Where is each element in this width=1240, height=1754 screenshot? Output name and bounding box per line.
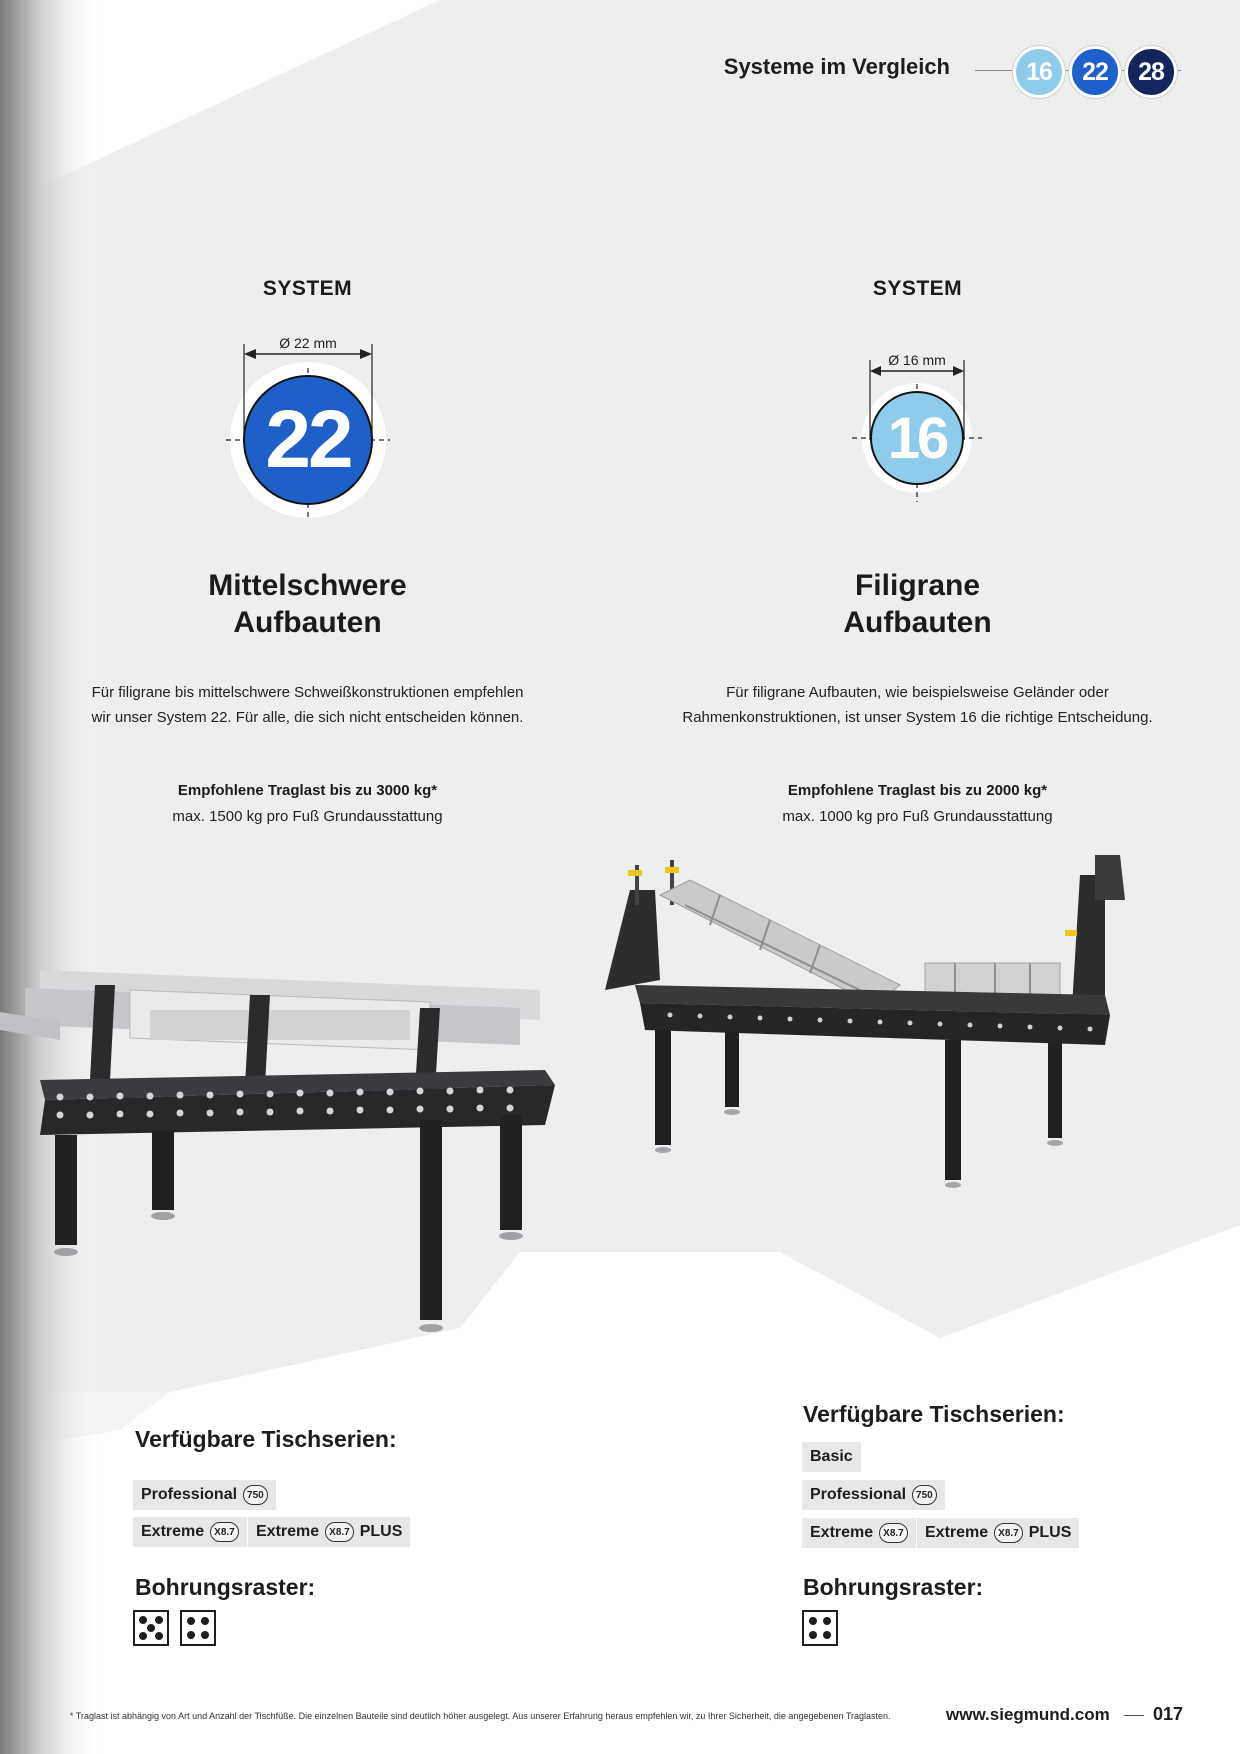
series-chip-basic [802, 1442, 861, 1472]
left-bore-grid-icons [133, 1610, 223, 1650]
system-22-heading-line1: Mittelschwere [208, 569, 407, 602]
system-16-load-per-foot: max. 1000 kg pro Fuß Grundausstattung [782, 808, 1053, 825]
series-badge: 750 [243, 1485, 268, 1505]
bore-grid-square-icon [802, 1610, 838, 1646]
system-22-heading-line2: Aufbauten [233, 606, 382, 639]
system-22-load-capacity: Empfohlene Traglast bis zu 3000 kg* [177, 782, 438, 799]
system-16-description-line1: Für filigrane Aufbauten, wie beispielsweise Geländer oder [726, 684, 1109, 701]
system-16-badge: 16 [1013, 46, 1065, 98]
system-22-description-line1: Für filigrane bis mittelschwere Schweißkonstruktionen empfehlen [91, 684, 524, 701]
series-chip-extreme-plus [917, 1518, 1079, 1548]
left-bore-grid-heading: Bohrungsraster: [135, 1574, 316, 1600]
system-22-number: 22 [265, 394, 351, 485]
bore-grid-square-icon [180, 1610, 216, 1646]
system-28-badge: 28 [1125, 46, 1177, 98]
right-table-series-heading: Verfügbare Tischserien: [803, 1401, 1065, 1427]
welding-table-system-22-image [0, 950, 600, 1370]
series-badge: X8.7 [994, 1523, 1023, 1543]
system-16-heading-line2: Aufbauten [843, 606, 992, 639]
system-16-heading-line1: Filigrane [854, 569, 981, 602]
series-suffix: PLUS [1028, 1524, 1072, 1541]
footer-divider [1124, 1715, 1144, 1716]
system-16-load-capacity: Empfohlene Traglast bis zu 2000 kg* [787, 782, 1048, 799]
system-16-description-line2: Rahmenkonstruktionen, ist unser System 16 die richtige Entscheidung. [682, 709, 1153, 726]
right-bore-grid-heading: Bohrungsraster: [803, 1574, 984, 1600]
system-22-description-line2: wir unser System 22. Für alle, die sich nicht entscheiden können. [91, 709, 524, 726]
series-name: Extreme [141, 1523, 205, 1540]
right-bore-grid-icons [802, 1610, 842, 1650]
page-number: 017 [1153, 1704, 1184, 1724]
series-badge: X8.7 [325, 1522, 354, 1542]
system-16-number: 16 [887, 405, 947, 471]
series-chip-professional [133, 1480, 276, 1510]
bore-grid-diagonal-icon [133, 1610, 169, 1646]
series-name: Professional [810, 1486, 907, 1503]
system-16-diameter-label: Ø 16 mm [888, 352, 946, 368]
system-22-badge: 22 [1069, 46, 1121, 98]
system-16-label: SYSTEM [872, 277, 963, 300]
system-22-label: SYSTEM [262, 277, 353, 300]
series-suffix: PLUS [359, 1523, 403, 1540]
series-badge: X8.7 [210, 1522, 239, 1542]
series-name: Basic [810, 1448, 853, 1465]
system-22-load-per-foot: max. 1500 kg pro Fuß Grundausstattung [172, 808, 443, 825]
series-chip-extreme [802, 1518, 916, 1548]
footnote-load-disclaimer: * Traglast ist abhängig von Art und Anzahl der Tischfüße. Die einzelnen Bauteile sind deutlich höher ausgelegt. Aus unserer Erfahrung heraus empfehlen wir, zu Ihrer Sicherheit, die angegebenen Traglasten. [70, 1711, 891, 1721]
series-name: Extreme [925, 1524, 989, 1541]
series-chip-extreme-plus [248, 1517, 410, 1547]
series-chip-professional [802, 1480, 945, 1510]
welding-table-system-16-image [600, 845, 1140, 1220]
series-badge: X8.7 [879, 1523, 908, 1543]
table-22-bore-holes [40, 1085, 555, 1130]
page-section-title: Systeme im Vergleich [723, 54, 950, 79]
series-name: Extreme [256, 1523, 320, 1540]
system-22-diameter-label: Ø 22 mm [279, 335, 337, 351]
website-link[interactable]: www.siegmund.com [946, 1705, 1110, 1724]
series-name: Professional [141, 1486, 238, 1503]
left-table-series-heading: Verfügbare Tischserien: [135, 1426, 397, 1452]
series-badge: 750 [912, 1485, 937, 1505]
series-name: Extreme [810, 1524, 874, 1541]
series-chip-extreme [133, 1517, 247, 1547]
